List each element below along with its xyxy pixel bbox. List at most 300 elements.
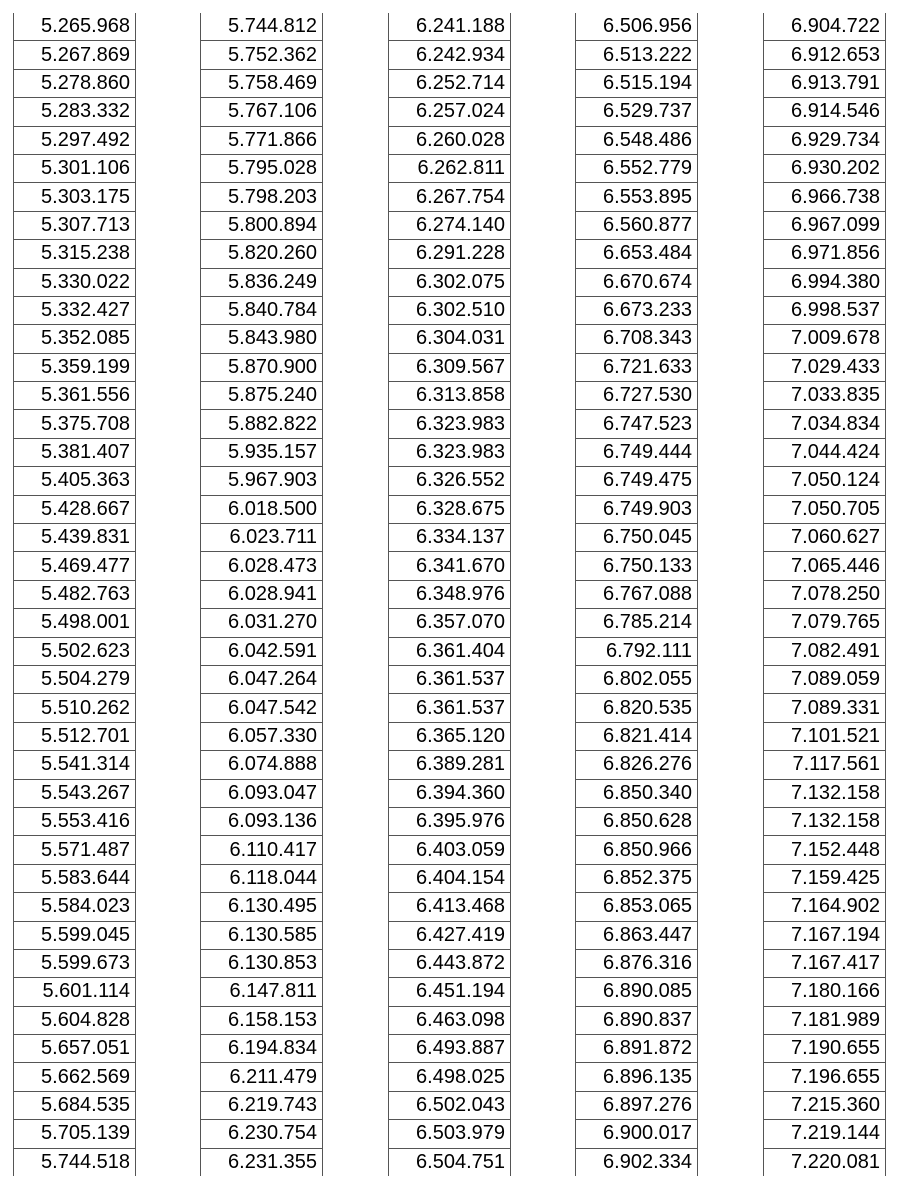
table-cell: 6.361.404 (389, 637, 511, 665)
table-row (576, 240, 698, 268)
table-row (576, 779, 698, 807)
table-row (764, 325, 886, 353)
table-row (764, 722, 886, 750)
table-cell: 6.313.858 (389, 382, 511, 410)
table-cell: 6.850.966 (576, 836, 698, 864)
table-cell: 6.503.979 (389, 1120, 511, 1148)
table-cell: 5.840.784 (201, 296, 323, 324)
table-row (201, 1120, 323, 1148)
table-cell: 6.747.523 (576, 410, 698, 438)
table-cell: 7.033.835 (764, 382, 886, 410)
table-cell: 6.118.044 (201, 864, 323, 892)
table-row (764, 893, 886, 921)
table-cell: 6.708.343 (576, 325, 698, 353)
table-cell: 6.506.956 (576, 13, 698, 41)
table-cell: 5.752.362 (201, 41, 323, 69)
table-row (201, 665, 323, 693)
table-cell: 6.291.228 (389, 240, 511, 268)
table-row (14, 552, 136, 580)
table-cell: 7.060.627 (764, 524, 886, 552)
table-cell: 6.147.811 (201, 978, 323, 1006)
table-row (389, 126, 511, 154)
table-row (764, 1035, 886, 1063)
table-row (764, 552, 886, 580)
table-row (576, 13, 698, 41)
table-cell: 5.584.023 (14, 893, 136, 921)
table-row (389, 69, 511, 97)
table-cell: 6.966.738 (764, 183, 886, 211)
table-row (14, 41, 136, 69)
table-cell: 6.230.754 (201, 1120, 323, 1148)
table-cell: 5.428.667 (14, 495, 136, 523)
table-cell: 7.167.417 (764, 949, 886, 977)
table-cell: 5.439.831 (14, 524, 136, 552)
table-row (14, 779, 136, 807)
table-cell: 6.404.154 (389, 864, 511, 892)
table-cell: 6.413.468 (389, 893, 511, 921)
table-row (201, 495, 323, 523)
table-row (14, 268, 136, 296)
table-cell: 6.323.983 (389, 438, 511, 466)
table-cell: 6.553.895 (576, 183, 698, 211)
table-cell: 6.018.500 (201, 495, 323, 523)
table-row (14, 807, 136, 835)
table-row (201, 154, 323, 182)
table-cell: 6.498.025 (389, 1063, 511, 1091)
table-cell: 6.427.419 (389, 921, 511, 949)
table-cell: 5.405.363 (14, 467, 136, 495)
table-cell: 6.326.552 (389, 467, 511, 495)
table-cell: 5.798.203 (201, 183, 323, 211)
table-row (576, 1120, 698, 1148)
table-cell: 6.998.537 (764, 296, 886, 324)
table-row (14, 694, 136, 722)
table-cell: 5.330.022 (14, 268, 136, 296)
table-row (201, 836, 323, 864)
table-row (389, 41, 511, 69)
table-row (201, 183, 323, 211)
table-row (389, 495, 511, 523)
table-cell: 5.967.903 (201, 467, 323, 495)
table-row (14, 410, 136, 438)
table-row (14, 126, 136, 154)
table-cell: 7.082.491 (764, 637, 886, 665)
table-cell: 5.744.518 (14, 1148, 136, 1176)
table-row (14, 609, 136, 637)
table-cell: 5.381.407 (14, 438, 136, 466)
table-row (201, 722, 323, 750)
table-cell: 5.482.763 (14, 580, 136, 608)
table-cell: 6.130.853 (201, 949, 323, 977)
table-row (14, 98, 136, 126)
table-row (389, 580, 511, 608)
table-row (14, 353, 136, 381)
table-cell: 6.515.194 (576, 69, 698, 97)
table-row (764, 751, 886, 779)
table-cell: 6.902.334 (576, 1148, 698, 1176)
table-cell: 7.196.655 (764, 1063, 886, 1091)
table-row (201, 524, 323, 552)
table-cell: 5.657.051 (14, 1035, 136, 1063)
table-cell: 5.283.332 (14, 98, 136, 126)
table-cell: 5.510.262 (14, 694, 136, 722)
table-row (201, 864, 323, 892)
table-cell: 6.389.281 (389, 751, 511, 779)
table-cell: 6.820.535 (576, 694, 698, 722)
table-row (14, 240, 136, 268)
table-row (764, 382, 886, 410)
table-row (576, 1063, 698, 1091)
table-row (201, 1091, 323, 1119)
table-cell: 6.876.316 (576, 949, 698, 977)
table-row (201, 268, 323, 296)
table-cell: 6.912.653 (764, 41, 886, 69)
table-cell: 6.904.722 (764, 13, 886, 41)
table-row (764, 438, 886, 466)
table-cell: 7.044.424 (764, 438, 886, 466)
table-cell: 6.653.484 (576, 240, 698, 268)
table-cell: 6.897.276 (576, 1091, 698, 1119)
table-cell: 5.705.139 (14, 1120, 136, 1148)
table-row (389, 751, 511, 779)
table-row (576, 353, 698, 381)
table-row (576, 1006, 698, 1034)
table-row (764, 410, 886, 438)
table-row (201, 751, 323, 779)
table-row (14, 1006, 136, 1034)
table-cell: 6.242.934 (389, 41, 511, 69)
table-row (764, 467, 886, 495)
table-row (764, 1063, 886, 1091)
table-row (201, 609, 323, 637)
table-cell: 7.181.989 (764, 1006, 886, 1034)
table-row (389, 665, 511, 693)
table-cell: 5.359.199 (14, 353, 136, 381)
table-row (389, 154, 511, 182)
table-cell: 6.967.099 (764, 211, 886, 239)
table-cell: 5.307.713 (14, 211, 136, 239)
table-row (14, 211, 136, 239)
table-cell: 6.130.495 (201, 893, 323, 921)
table-row (576, 98, 698, 126)
table-cell: 5.820.260 (201, 240, 323, 268)
table-cell: 6.110.417 (201, 836, 323, 864)
table-row (201, 1035, 323, 1063)
table-row (389, 438, 511, 466)
table-row (764, 13, 886, 41)
table-cell: 6.853.065 (576, 893, 698, 921)
table-row (14, 978, 136, 1006)
table-cell: 5.771.866 (201, 126, 323, 154)
table-row (764, 864, 886, 892)
table-row (389, 467, 511, 495)
table-cell: 5.843.980 (201, 325, 323, 353)
table-row (14, 296, 136, 324)
table-row (201, 921, 323, 949)
table-row (201, 382, 323, 410)
table-cell: 5.875.240 (201, 382, 323, 410)
table-cell: 6.821.414 (576, 722, 698, 750)
table-cell: 6.365.120 (389, 722, 511, 750)
table-row (14, 751, 136, 779)
table-row (14, 722, 136, 750)
table-cell: 6.309.567 (389, 353, 511, 381)
table-cell: 5.684.535 (14, 1091, 136, 1119)
table-row (764, 240, 886, 268)
table-cell: 6.891.872 (576, 1035, 698, 1063)
table-row (14, 949, 136, 977)
table-cell: 6.252.714 (389, 69, 511, 97)
table-cell: 5.767.106 (201, 98, 323, 126)
table-row (201, 807, 323, 835)
table-cell: 6.042.591 (201, 637, 323, 665)
table-cell: 6.031.270 (201, 609, 323, 637)
table-row (764, 949, 886, 977)
table-row (389, 382, 511, 410)
table-row (14, 893, 136, 921)
table-row (201, 893, 323, 921)
table-row (576, 722, 698, 750)
number-column-1 (13, 13, 136, 1176)
table-cell: 6.394.360 (389, 779, 511, 807)
table-row (201, 353, 323, 381)
table-row (576, 978, 698, 1006)
table-cell: 7.117.561 (764, 751, 886, 779)
table-cell: 6.361.537 (389, 694, 511, 722)
table-cell: 6.900.017 (576, 1120, 698, 1148)
table-row (201, 211, 323, 239)
table-row (764, 69, 886, 97)
table-row (389, 722, 511, 750)
table-cell: 5.297.492 (14, 126, 136, 154)
table-row (576, 609, 698, 637)
table-row (764, 126, 886, 154)
table-row (576, 694, 698, 722)
table-cell: 5.504.279 (14, 665, 136, 693)
table-row (764, 836, 886, 864)
number-column-3 (388, 13, 511, 1176)
table-row (389, 694, 511, 722)
table-cell: 5.571.487 (14, 836, 136, 864)
table-cell: 7.219.144 (764, 1120, 886, 1148)
table-row (201, 41, 323, 69)
table-cell: 6.057.330 (201, 722, 323, 750)
table-cell: 7.050.705 (764, 495, 886, 523)
table-row (576, 552, 698, 580)
table-row (389, 978, 511, 1006)
table-cell: 6.341.670 (389, 552, 511, 580)
table-row (576, 1091, 698, 1119)
table-row (576, 1148, 698, 1176)
table-row (764, 1091, 886, 1119)
table-cell: 6.971.856 (764, 240, 886, 268)
table-row (389, 240, 511, 268)
table-cell: 6.670.674 (576, 268, 698, 296)
table-cell: 6.304.031 (389, 325, 511, 353)
table-row (576, 836, 698, 864)
table-cell: 6.023.711 (201, 524, 323, 552)
table-cell: 6.513.222 (576, 41, 698, 69)
table-row (201, 296, 323, 324)
table-cell: 7.101.521 (764, 722, 886, 750)
table-cell: 5.583.644 (14, 864, 136, 892)
table-row (389, 864, 511, 892)
table-cell: 6.158.153 (201, 1006, 323, 1034)
table-row (389, 1006, 511, 1034)
table-cell: 6.767.088 (576, 580, 698, 608)
table-cell: 6.529.737 (576, 98, 698, 126)
table-row (576, 1035, 698, 1063)
table-row (764, 978, 886, 1006)
table-cell: 5.870.900 (201, 353, 323, 381)
table-cell: 5.278.860 (14, 69, 136, 97)
table-row (14, 382, 136, 410)
table-row (14, 1035, 136, 1063)
table-row (14, 637, 136, 665)
table-row (764, 1120, 886, 1148)
number-column-4 (575, 13, 698, 1176)
table-cell: 5.744.812 (201, 13, 323, 41)
table-cell: 6.323.983 (389, 410, 511, 438)
table-row (576, 154, 698, 182)
table-row (576, 921, 698, 949)
table-cell: 7.220.081 (764, 1148, 886, 1176)
table-row (389, 949, 511, 977)
table-cell: 5.553.416 (14, 807, 136, 835)
table-row (764, 268, 886, 296)
table-cell: 6.749.903 (576, 495, 698, 523)
table-cell: 6.093.047 (201, 779, 323, 807)
table-row (764, 807, 886, 835)
table-row (201, 438, 323, 466)
table-row (14, 13, 136, 41)
table-row (576, 69, 698, 97)
table-cell: 7.078.250 (764, 580, 886, 608)
table-cell: 6.852.375 (576, 864, 698, 892)
table-cell: 6.548.486 (576, 126, 698, 154)
table-cell: 5.604.828 (14, 1006, 136, 1034)
table-cell: 7.167.194 (764, 921, 886, 949)
table-row (389, 1063, 511, 1091)
table-row (764, 1148, 886, 1176)
table-cell: 6.267.754 (389, 183, 511, 211)
table-row (764, 211, 886, 239)
table-row (389, 1120, 511, 1148)
table-row (14, 836, 136, 864)
table-row (764, 779, 886, 807)
table-cell: 5.795.028 (201, 154, 323, 182)
table-cell: 7.190.655 (764, 1035, 886, 1063)
table-row (201, 240, 323, 268)
table-row (576, 296, 698, 324)
table-row (576, 524, 698, 552)
table-row (389, 183, 511, 211)
table-row (14, 1091, 136, 1119)
table-cell: 6.914.546 (764, 98, 886, 126)
table-row (389, 807, 511, 835)
table-cell: 5.303.175 (14, 183, 136, 211)
table-cell: 5.599.045 (14, 921, 136, 949)
table-cell: 6.361.537 (389, 665, 511, 693)
table-row (389, 13, 511, 41)
table-cell: 6.302.510 (389, 296, 511, 324)
table-row (389, 353, 511, 381)
table-row (764, 694, 886, 722)
table-cell: 6.334.137 (389, 524, 511, 552)
table-row (576, 893, 698, 921)
table-cell: 6.785.214 (576, 609, 698, 637)
table-cell: 5.301.106 (14, 154, 136, 182)
table-row (201, 13, 323, 41)
table-row (389, 410, 511, 438)
table-row (764, 41, 886, 69)
table-row (389, 268, 511, 296)
table-row (389, 779, 511, 807)
table-cell: 6.749.444 (576, 438, 698, 466)
table-row (389, 1148, 511, 1176)
table-row (389, 98, 511, 126)
table-cell: 6.560.877 (576, 211, 698, 239)
table-row (14, 1120, 136, 1148)
table-row (201, 978, 323, 1006)
table-row (201, 1148, 323, 1176)
table-row (764, 921, 886, 949)
table-cell: 5.361.556 (14, 382, 136, 410)
table-cell: 6.328.675 (389, 495, 511, 523)
table-cell: 6.802.055 (576, 665, 698, 693)
table-row (201, 1006, 323, 1034)
table-row (576, 41, 698, 69)
table-cell: 5.836.249 (201, 268, 323, 296)
table-row (201, 410, 323, 438)
table-cell: 6.552.779 (576, 154, 698, 182)
table-row (14, 864, 136, 892)
table-cell: 6.913.791 (764, 69, 886, 97)
table-cell: 6.194.834 (201, 1035, 323, 1063)
table-cell: 5.601.114 (14, 978, 136, 1006)
table-row (764, 183, 886, 211)
table-cell: 5.332.427 (14, 296, 136, 324)
table-row (764, 1006, 886, 1034)
table-cell: 6.727.530 (576, 382, 698, 410)
table-cell: 6.749.475 (576, 467, 698, 495)
table-cell: 7.089.059 (764, 665, 886, 693)
table-cell: 7.034.834 (764, 410, 886, 438)
table-cell: 6.274.140 (389, 211, 511, 239)
table-cell: 7.180.166 (764, 978, 886, 1006)
table-cell: 6.260.028 (389, 126, 511, 154)
table-cell: 5.315.238 (14, 240, 136, 268)
table-row (576, 495, 698, 523)
table-cell: 6.896.135 (576, 1063, 698, 1091)
table-cell: 6.890.085 (576, 978, 698, 1006)
table-row (764, 296, 886, 324)
table-cell: 5.882.822 (201, 410, 323, 438)
table-row (14, 495, 136, 523)
table-cell: 6.750.045 (576, 524, 698, 552)
table-row (389, 609, 511, 637)
table-cell: 6.395.976 (389, 807, 511, 835)
table-row (201, 467, 323, 495)
table-row (389, 1035, 511, 1063)
table-row (576, 665, 698, 693)
table-row (764, 524, 886, 552)
table-row (764, 154, 886, 182)
table-row (389, 637, 511, 665)
table-row (389, 921, 511, 949)
table-row (764, 609, 886, 637)
table-row (764, 98, 886, 126)
